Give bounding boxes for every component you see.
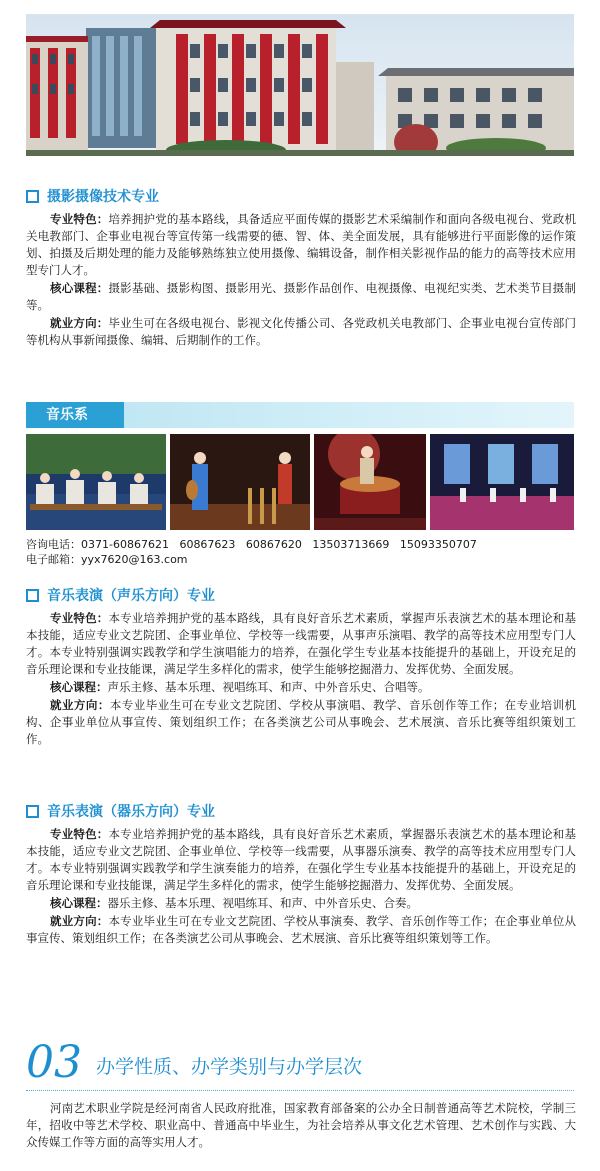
music-photo-pipa	[170, 434, 310, 530]
checkbox-square-icon	[26, 190, 39, 203]
photography-description	[26, 211, 576, 350]
career-paragraph: 就业方向：毕业生可在各级电视台、影视文化传播公司、各党政机关电教部门、企事业电视台宣传部门等机构从事新闻摄像、编辑、后期制作的工作。	[26, 316, 576, 347]
section-divider	[26, 1090, 574, 1091]
instrumental-description	[26, 826, 576, 948]
career-paragraph: 就业方向：本专业毕业生可在专业文艺院团、学校从事演唱、教学、音乐创作等工作；在专业培训机构、企事业单位从事宣传、策划组织工作；在各类演艺公司从事晚会、艺术展演、音乐比赛等组织策划工作。	[26, 698, 576, 746]
photography-major-title: 摄影摄像技术专业	[26, 186, 159, 206]
feature-paragraph: 专业特色：培养拥护党的基本路线，具备适应平面传媒的摄影艺术采编制作和面向各级电视台、党政机关电教部门、企事业电视台等宣传第一线需要的德、智、体、美全面发展，具有能够进行平面影像的运作策划、拍摄及后期处理的能力及能够熟练独立使用摄像、编辑设备，制作相关影视作品的能力的高等技术应用型专门人才。	[26, 212, 576, 277]
department-tab: 音乐系	[26, 402, 124, 428]
contact-email: 电子邮箱：yyx7620@163.com	[26, 553, 188, 566]
music-photo-guzheng	[26, 434, 166, 530]
instrumental-major-title: 音乐表演（器乐方向）专业	[26, 801, 215, 821]
section-number: 03	[26, 1037, 82, 1088]
section-heading: 办学性质、办学类别与办学层次	[96, 1056, 363, 1078]
career-paragraph: 就业方向：本专业毕业生可在专业文艺院团、学校从事演奏、教学、音乐创作等工作；在企事业单位从事宣传、策划组织工作；在各类演艺公司从事晚会、艺术展演、音乐比赛等组织策划等工作。	[26, 914, 576, 945]
section-03-text: 河南艺术职业学院是经河南省人民政府批准，国家教育部备案的公办全日制普通高等艺术院校，学制三年，招收中等艺术学校、职业高中、普通高中毕业生，为社会培养从事文化艺术管理、艺术创作与实践、大众传媒工作等方面的高等实用人才。	[26, 1101, 576, 1149]
feature-paragraph: 专业特色：本专业培养拥护党的基本路线，具有良好音乐艺术素质，掌握器乐表演艺术的基本理论和基本技能，适应专业文艺院团、企事业单位、学校等一线需要，从事器乐演奏、教学的高等技术应用型专门人才。本专业特别强调实践教学和学生演奏能力的培养，在强化学生专业基本技能提升的基础上，开设充足的音乐理论课和专业技能课，满足学生多样化的需求，使学生能够挖掘潜力、发挥优势、全面发展。	[26, 827, 576, 892]
contact-phones: 咨询电话：0371-60867621 60867623 60867620 13503713669 15093350707	[26, 538, 477, 551]
feature-paragraph: 专业特色：本专业培养拥护党的基本路线，具有良好音乐艺术素质，掌握声乐表演艺术的基本理论和基本技能，适应专业文艺院团、企事业单位、学校等一线需要，从事声乐演唱、教学的高等技术应用型专门人才。本专业特别强调实践教学和学生演唱能力的培养，在强化学生专业基本技能提升的基础上，开设充足的音乐理论课和专业技能课，满足学生多样化的需求，使学生能够挖掘潜力、发挥优势、全面发展。	[26, 611, 576, 676]
checkbox-square-icon	[26, 805, 39, 818]
course-paragraph: 核心课程：声乐主修、基本乐理、视唱练耳、和声、中外音乐史、合唱等。	[50, 680, 430, 694]
music-photo-stage	[430, 434, 574, 530]
checkbox-square-icon	[26, 589, 39, 602]
vocal-description	[26, 610, 576, 749]
course-paragraph: 核心课程：摄影基础、摄影构图、摄影用光、摄影作品创作、电视摄像、电视纪实类、艺术类节目摄制等。	[26, 281, 576, 312]
vocal-major-title: 音乐表演（声乐方向）专业	[26, 585, 215, 605]
music-photo-percussion	[314, 434, 426, 530]
campus-photo	[26, 14, 574, 156]
course-paragraph: 核心课程：器乐主修、基本乐理、视唱练耳、和声、中外音乐史、合奏。	[50, 896, 418, 910]
